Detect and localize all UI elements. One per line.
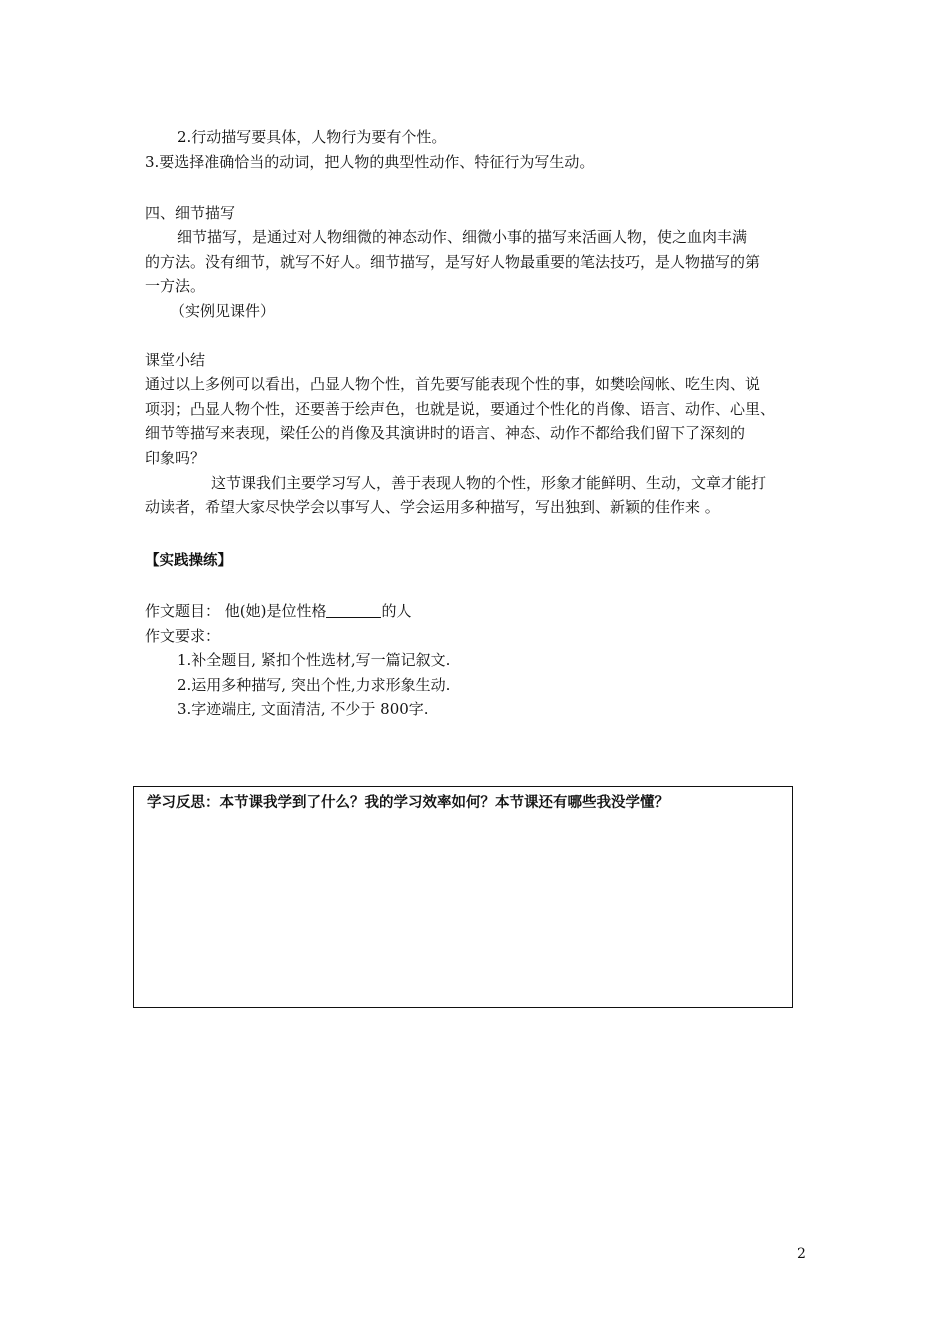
essay-title-suffix: 的人 — [381, 602, 412, 620]
text-line: 一方法。 — [145, 277, 206, 295]
text-line: 这节课我们主要学习写人，善于表现人物的个性，形象才能鲜明、生动，文章才能打 — [211, 474, 767, 492]
text-line: 2.行动描写要具体，人物行为要有个性。 — [177, 128, 447, 146]
fill-in-blank — [326, 602, 381, 618]
text-line: 3.要选择准确恰当的动词，把人物的典型性动作、特征行为写生动。 — [145, 153, 595, 171]
text-line: （实例见课件） — [170, 302, 276, 320]
reflection-box — [133, 786, 793, 1008]
requirement-item: 1.补全题目, 紧扣个性选材,写一篇记叙文. — [177, 651, 451, 669]
page-number: 2 — [797, 1246, 806, 1262]
text-line: 动读者，希望大家尽快学会以事写人、学会运用多种描写，写出独到、新颖的佳作来 。 — [145, 498, 720, 516]
reflection-title: 学习反思：本节课我学到了什么？我的学习效率如何？本节课还有哪些我没学懂？ — [147, 795, 669, 811]
text-line: 细节描写，是通过对人物细微的神态动作、细微小事的描写来活画人物，使之血肉丰满 — [177, 228, 748, 246]
section-heading: 课堂小结 — [145, 351, 206, 369]
practice-heading: 【实践操练】 — [145, 553, 232, 569]
essay-title-prefix: 作文题目： 他(她)是位性格 — [145, 602, 327, 620]
essay-title-line — [145, 600, 412, 622]
text-line: 的方法。没有细节，就写不好人。细节描写，是写好人物最重要的笔法技巧，是人物描写的第 — [145, 253, 761, 271]
requirement-item: 2.运用多种描写, 突出个性,力求形象生动. — [177, 676, 451, 694]
requirement-item: 3.字迹端庄, 文面清洁, 不少于 800字. — [177, 700, 429, 718]
text-line: 作文要求： — [145, 627, 221, 645]
text-line: 项羽；凸显人物个性，还要善于绘声色，也就是说，要通过个性化的肖像、语言、动作、心里、 — [145, 400, 776, 418]
text-line: 通过以上多例可以看出，凸显人物个性，首先要写能表现个性的事，如樊哙闯帐、吃生肉、说 — [145, 375, 761, 393]
section-heading: 四、细节描写 — [145, 204, 236, 222]
text-line: 印象吗？ — [145, 449, 206, 467]
text-line: 细节等描写来表现，梁任公的肖像及其演讲时的语言、神态、动作不都给我们留下了深刻的 — [145, 424, 746, 442]
